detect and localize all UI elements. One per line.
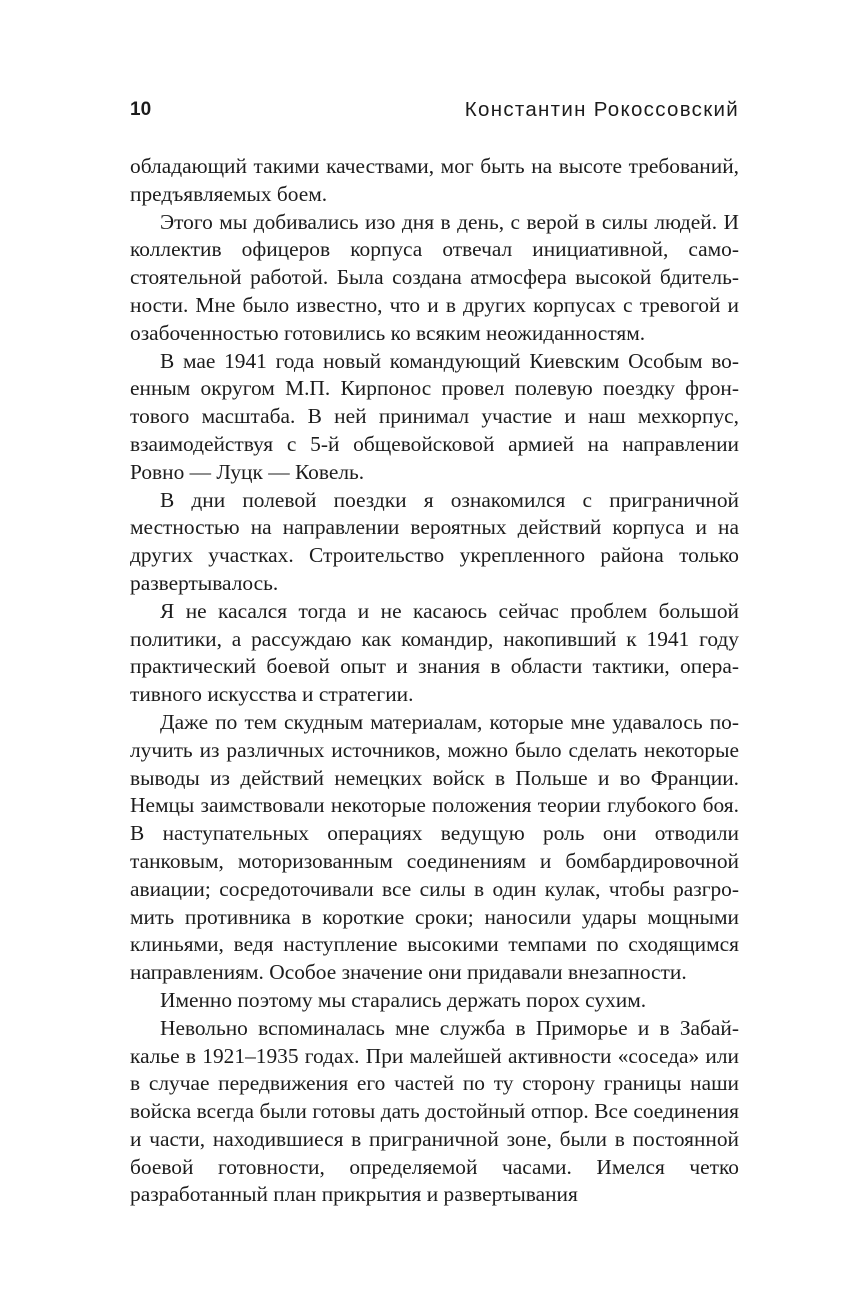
body-text xyxy=(130,153,739,1209)
running-head-author: Константин Рокоссовский xyxy=(464,98,739,121)
paragraph: В дни полевой поездки я ознакомился с приграничной местностью на направлении вероятных действий корпуса и на других участках. Строительство укрепленного района только развертывалось. xyxy=(130,487,739,595)
paragraph: Я не касался тогда и не касаюсь сейчас проблем большой политики, а рассуждаю как командир, накопивший к 1941 году практический боевой опыт и знания в области тактики, оперативного искусства и стратегии. xyxy=(130,598,739,707)
paragraph: обладающий такими качествами, мог быть на высоте требований, предъявляемых боем. xyxy=(130,154,739,206)
paragraph: В мае 1941 года новый командующий Киевским Особым военным округом М.П. Кирпонос провел полевую поездку фронтового масштаба. В ней принимал участие и наш мехкорпус, взаимодействуя с 5-й общевойсковой армией на направлении Ровно — Луцк — Ковель. xyxy=(130,348,739,484)
page-number: 10 xyxy=(130,99,152,120)
paragraph: Этого мы добивались изо дня в день, с верой в силы людей. И коллектив офицеров корпуса отвечал инициативной, самостоятельной работой. Была создана атмосфера высокой бдительности. Мне было известно, что и в других корпусах с тревогой и озабоченностью готовились ко всяким неожиданностям. xyxy=(130,209,739,345)
paragraph: Невольно вспоминалась мне служба в Приморье и в Забайкалье в 1921–1935 годах. При малейшей активности «соседа» или в случае передвижения его частей по ту сторону границы наши войска всегда были готовы дать достойный отпор. Все соединения и части, находившиеся в приграничной зоне, были в постоянной боевой готовности, определяемой часами. Имелся четко разработанный план прикрытия и развертывания xyxy=(130,1015,739,1207)
paragraph: Даже по тем скудным материалам, которые мне удавалось получить из различных источников, можно было сделать некоторые выводы из действий немецких войск в Польше и во Франции. Немцы заимствовали некоторые положения теории глубокого боя. В наступательных операциях ведущую роль они отводили танковым, моторизованным соединениям и бомбардировочной авиации; сосредоточивали все силы в один кулак, чтобы разгромить противника в короткие сроки; наносили удары мощными клиньями, ведя наступление высокими темпами по сходящимся направлениям. Особое значение они придавали внезапности. xyxy=(130,709,739,985)
paragraph: Именно поэтому мы старались держать порох сухим. xyxy=(160,987,647,1012)
page-header xyxy=(130,96,739,126)
